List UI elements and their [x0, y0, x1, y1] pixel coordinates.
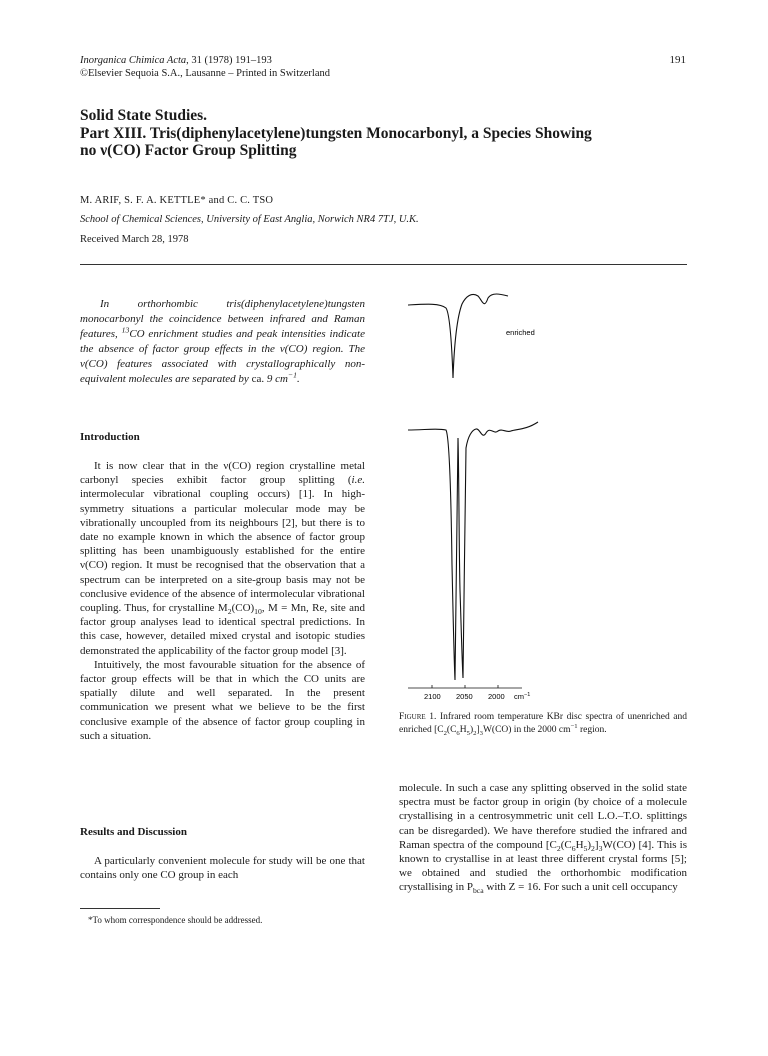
axis-unit-base: cm [514, 692, 524, 701]
right-s2: 6 [571, 844, 576, 853]
affiliation: School of Chemical Sciences, University of East Anglia, Norwich NR4 7TJ, U.K. [80, 214, 419, 225]
page-number: 191 [669, 54, 686, 66]
right-column-body [399, 781, 687, 895]
intro-p1-sub10: 10 [254, 607, 262, 617]
right-c: H [575, 838, 584, 851]
enriched-spectrum-trace [408, 294, 508, 378]
intro-p1-b: intermolecular vibrational coupling occurs) [1]. In high-symmetry situations a particular molecular mode may be vibrationally uncoupled from its neighbours [2], but there is to date no example known in which the absence of factor group splitting has been unambiguously established for the entire ν(CO) region. It must be recognised that the observation that a spectrum can be interpreted on a site-group basis may not be conclusive evidence of the absence of intermolecular vibrational coupling. Thus, for crystalline M [80, 488, 365, 615]
header-divider [80, 264, 687, 265]
abstract-text-2: CO enrichment studies and peak intensities indicate the absence of factor group effects in the ν(CO) region. The ν(CO) features associated with crystallographically non-equivalent molecules are separated by [80, 328, 365, 385]
caption-s1: 2 [443, 729, 447, 737]
journal-reference: , 31 (1978) 191–193 [186, 55, 272, 66]
caption-s5: 3 [479, 729, 483, 737]
tick-label-2100: 2100 [424, 692, 441, 701]
caption-sup: −1 [570, 722, 578, 730]
tick-label-2000: 2000 [488, 692, 505, 701]
unenriched-spectrum-trace [408, 422, 538, 680]
right-a: molecule. In such a case any splitting observed in the solid state spectra must be factor group in origin (by choice of a molecule crystallising in a centrosymmetric unit cell L.O.–T.O. splittings can be disregarded). We have therefore studied the infrared and Raman spectra of the compound [C [399, 782, 687, 851]
caption-e: ] [476, 724, 480, 735]
caption-a: Infrared room temperature KBr disc spectra of unenriched and enriched [C [399, 712, 687, 735]
abstract-text-1: In orthorhombic tris(diphenylacetylene)tungsten monocarbonyl the coincidence between infrared and Raman features, [80, 298, 365, 340]
results-body [80, 854, 365, 882]
title-line-3: no ν(CO) Factor Group Splitting [80, 142, 297, 159]
title-line-1: Solid State Studies. [80, 107, 208, 124]
right-d: ) [587, 838, 592, 851]
abstract-unit-sup: −1 [287, 370, 297, 380]
right-s6: bca [472, 886, 484, 896]
right-g: with Z = 16. For such a unit cell occupancy [483, 881, 678, 894]
received-date: Received March 28, 1978 [80, 234, 189, 245]
right-s1: 2 [556, 844, 561, 853]
article-title [80, 107, 690, 160]
intro-p1-d: , M = Mn, Re, site and factor group analyses lead to identical spectral predictions. In this case, however, detailed mixed crystal and isotopic studies demonstrated the applicability of the factor group model [3]. [80, 602, 365, 657]
caption-d: ) [469, 724, 474, 735]
caption-s2: 6 [456, 729, 460, 737]
right-e: ] [594, 838, 599, 851]
enriched-label: enriched [506, 328, 535, 337]
title-line-2: Part XIII. Tris(diphenylacetylene)tungsten Monocarbonyl, a Species Showing [80, 124, 592, 142]
axis-unit-sup: −1 [524, 692, 531, 698]
abstract-text-3: 9 cm [264, 373, 288, 385]
results-heading: Results and Discussion [80, 826, 187, 838]
abstract [80, 297, 365, 387]
right-f: W(CO) [4]. This is known to crystallise in at least three different crystal forms [5]; we obtained and studied the orthorhombic modification crystallising in P [399, 838, 687, 894]
authors: M. ARIF, S. F. A. KETTLE* and C. C. TSO [80, 195, 274, 206]
intro-p1-sub2: 2 [227, 607, 232, 617]
footnote: *To whom correspondence should be addressed. [88, 915, 263, 925]
caption-s3: 5 [466, 729, 470, 737]
caption-g: region. [577, 724, 607, 735]
ir-spectrum-figure [396, 290, 556, 710]
caption-s4: 2 [473, 729, 477, 737]
introduction-heading: Introduction [80, 431, 140, 443]
intro-paragraph-1 [80, 459, 365, 658]
intro-paragraph-2: Intuitively, the most favourable situation for the absence of factor group effects will be that in which the CO units are spatially dilute and well separated. In the present communication we present what we believe to be the first conclusive example of the absence of factor group coupling in such a situation. [80, 658, 365, 742]
caption-label: Figure 1. [399, 712, 437, 722]
right-s3: 5 [583, 844, 588, 853]
right-s4: 2 [591, 844, 595, 853]
journal-header [80, 54, 330, 80]
results-paragraph-1: A particularly convenient molecule for study will be one that contains only one CO group in each [80, 855, 365, 882]
publisher-line: ©Elsevier Sequoia S.A., Lausanne – Printed in Switzerland [80, 68, 331, 79]
caption-f: W(CO) in the 2000 cm [482, 724, 571, 735]
abstract-end: . [296, 373, 300, 385]
intro-p1-a: It is now clear that in the ν(CO) region crystalline metal carbonyl species exhibit factor group splitting ( [80, 460, 365, 487]
abstract-ca: ca. [251, 373, 265, 385]
intro-p1-c: (CO) [231, 602, 255, 615]
figure-caption [399, 711, 687, 736]
right-paragraph [399, 781, 687, 895]
footnote-divider [80, 908, 160, 909]
abstract-sup: 13 [121, 325, 130, 335]
caption-c: H [459, 724, 467, 735]
introduction-body [80, 459, 365, 743]
journal-name: Inorganica Chimica Acta [80, 55, 187, 66]
tick-label-2050: 2050 [456, 692, 473, 701]
axis-unit [514, 692, 530, 701]
caption-b: (C [446, 724, 457, 735]
right-b: (C [560, 838, 572, 851]
right-s5: 3 [598, 844, 603, 853]
intro-p1-ie: i.e. [351, 474, 365, 487]
